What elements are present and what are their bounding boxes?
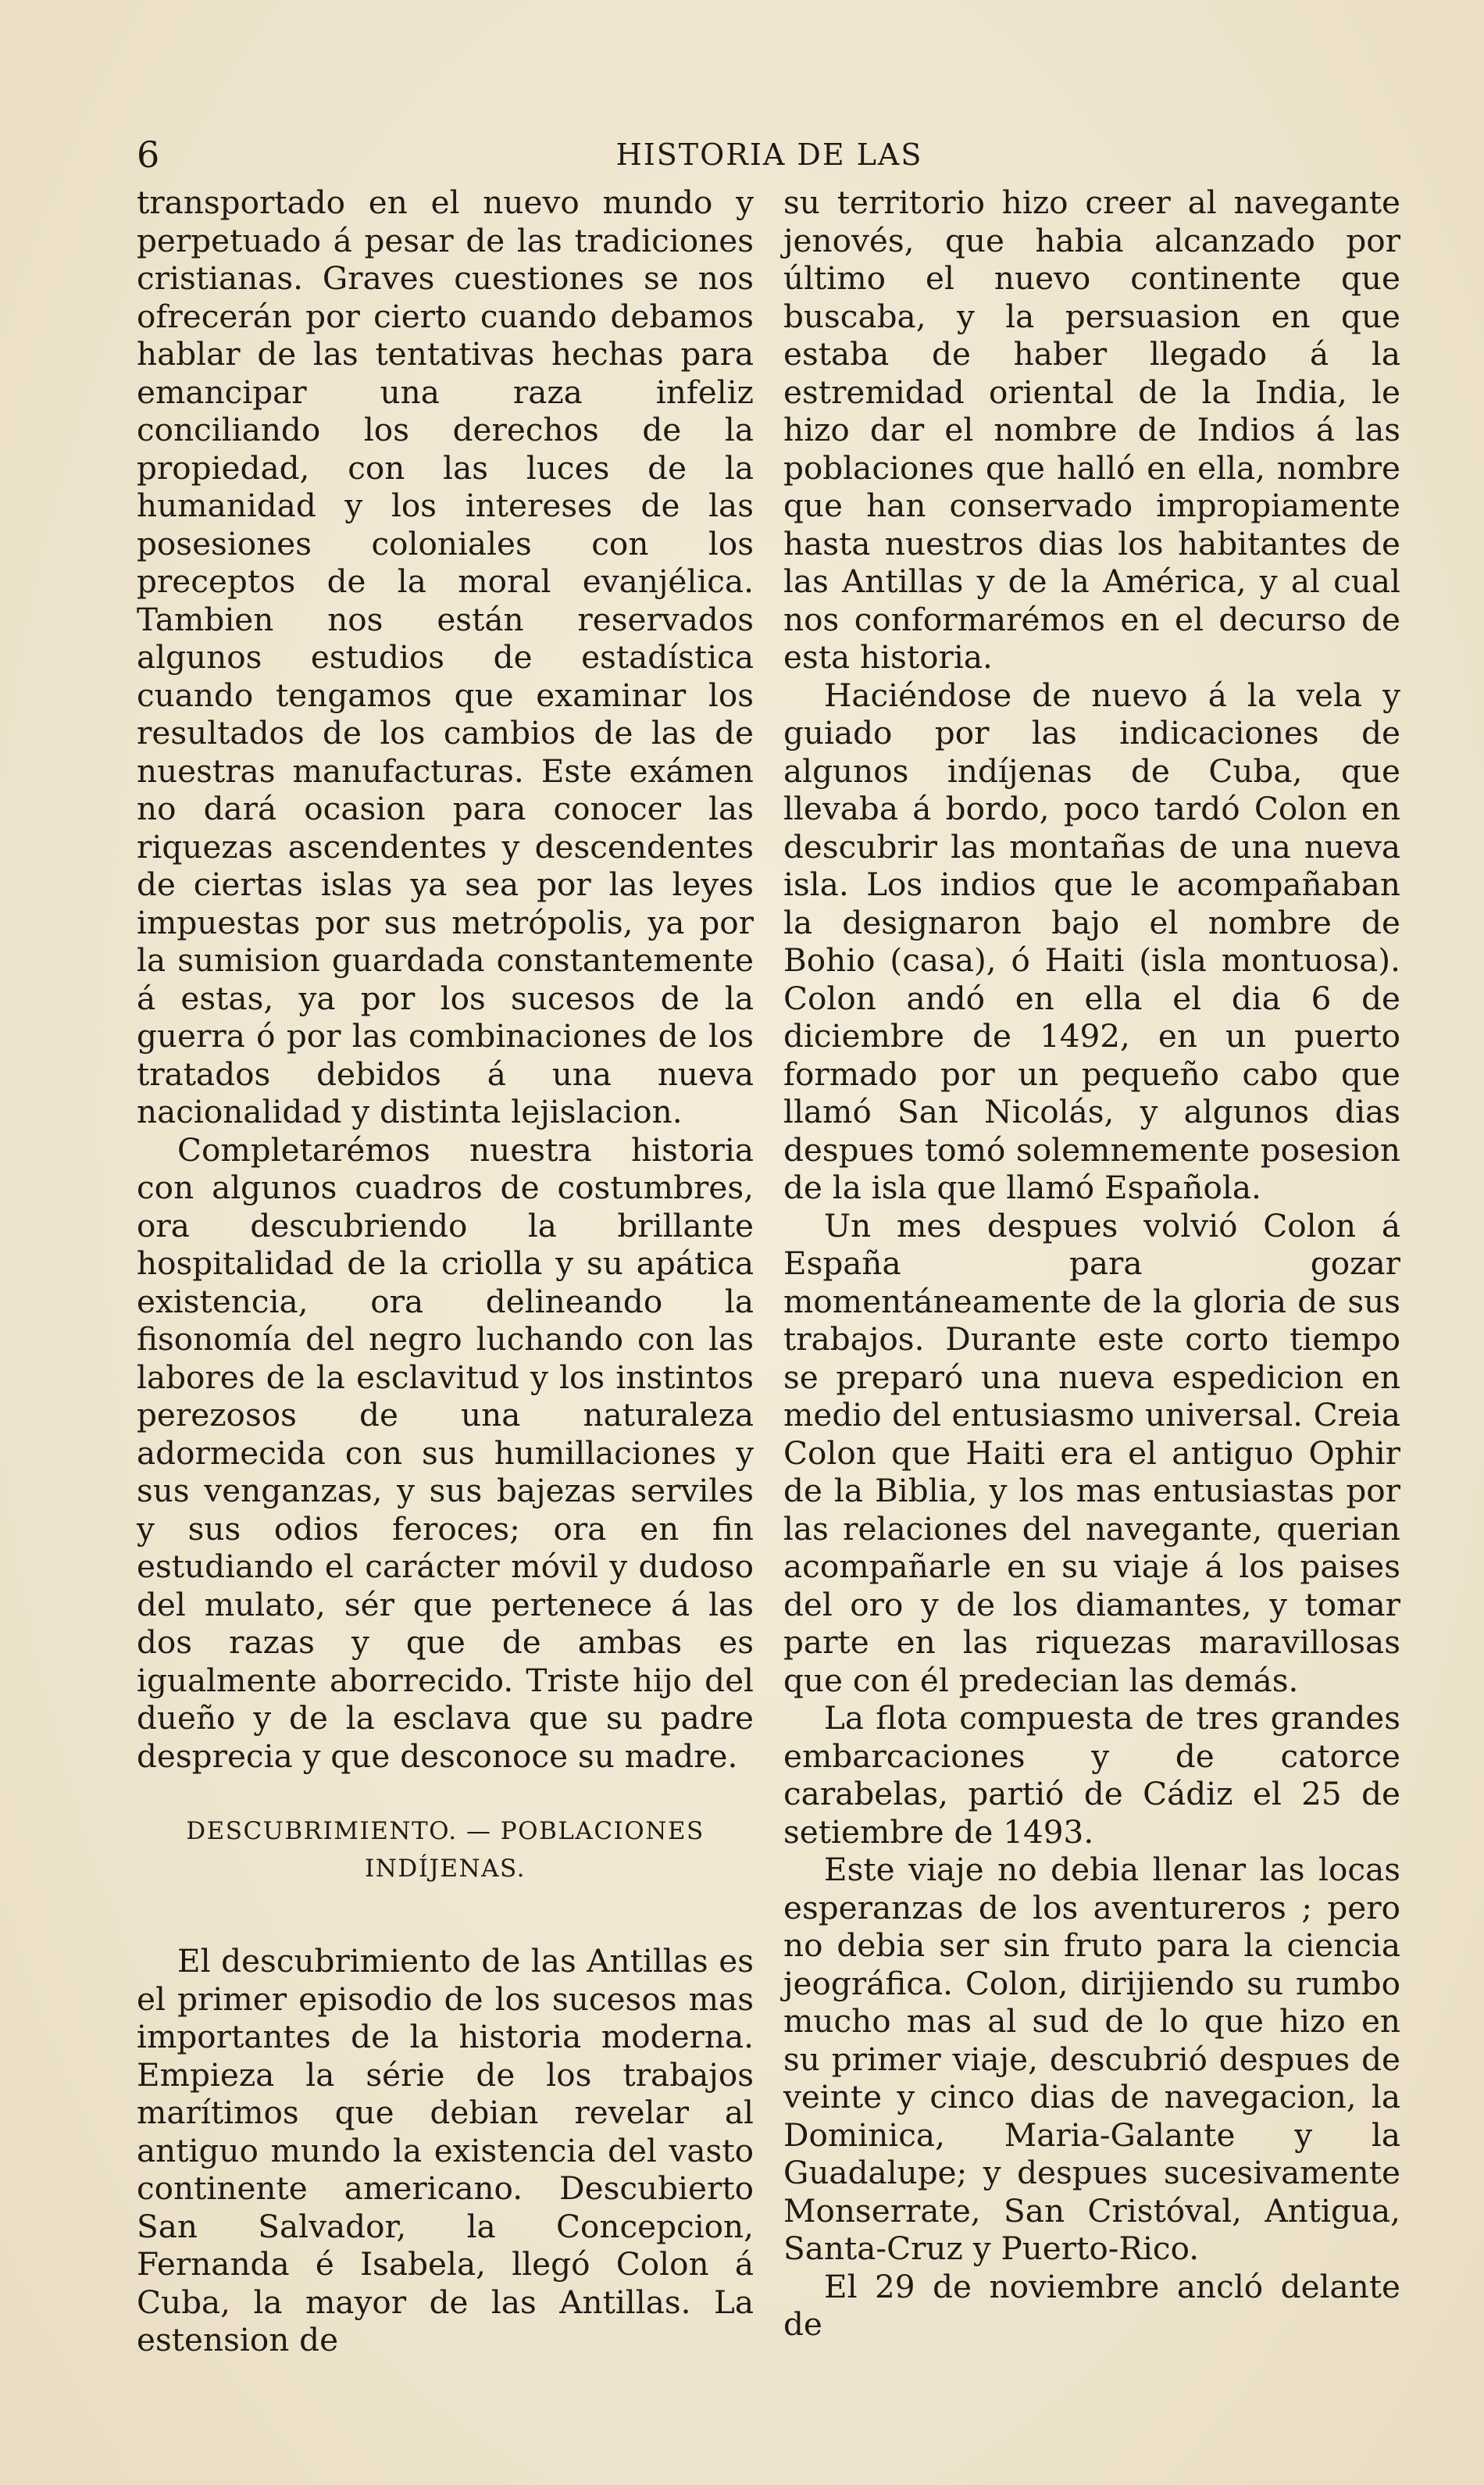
paragraph: Completarémos nuestra historia con algunos cuadros de costumbres, ora descubriendo la brillante hospitalidad de la criolla y su apática existencia, ora delineando la fisonomía del negro luchando con las labores de la esclavitud y los instintos perezosos de una naturaleza adormecida con sus humillaciones y sus venganzas, y sus bajezas serviles y sus odios feroces; ora en fin estudiando el carácter móvil y dudoso del mulato, sér que pertenece á las dos razas y que de ambas es igualmente aborrecido. Triste hijo del dueño y de la esclava que su padre desprecia y que desconoce su madre. [137,1130,754,1775]
paragraph: Haciéndose de nuevo á la vela y guiado por las indicaciones de algunos indíjenas de Cuba, que llevaba á bordo, poco tardó Colon en descubrir las montañas de una nueva isla. Los indios que le acompañaban la designaron bajo el nombre de Bohio (casa), ó Haiti (isla montuosa). Colon andó en ella el dia 6 de diciembre de 1492, en un puerto formado por un pequeño cabo que llamó San Nicolás, y algunos dias despues tomó solemnemente posesion de la isla que llamó Española. [783,676,1400,1206]
paragraph: Un mes despues volvió Colon á España para gozar momentáneamente de la gloria de sus trabajos. Durante este corto tiempo se preparó una nueva espedicion en medio del entusiasmo universal. Creia Colon que Haiti era el antiguo Ophir de la Biblia, y los mas entusiastas por las relaciones del navegante, querian acompañarle en su viaje á los paises del oro y de los diamantes, y tomar parte en las riquezas maravillosas que con él predecian las demás. [783,1206,1400,1699]
paragraph: transportado en el nuevo mundo y perpetuado á pesar de las tradiciones cristianas. Graves cuestiones se nos ofrecerán por cierto cuando debamos hablar de las tentativas hechas para emancipar una raza infeliz conciliando los derechos de la propiedad, con las luces de la humanidad y los intereses de las posesiones coloniales con los preceptos de la moral evanjélica. Tambien nos están reservados algunos estudios de estadística cuando tengamos que examinar los resultados de los cambios de las de nuestras manufacturas. Este exámen no dará ocasion para conocer las riquezas ascendentes y descendentes de ciertas islas ya sea por las leyes impuestas por sus metrópolis, ya por la sumision guardada constantemente á estas, ya por los sucesos de la guerra ó por las combinaciones de los tratados debidos á una nueva nacionalidad y distinta lejislacion. [137,184,754,1130]
running-title: HISTORIA DE LAS [615,137,923,172]
paragraph: El descubrimiento de las Antillas es el primer episodio de los sucesos mas importantes de la historia moderna. Empieza la série de los trabajos marítimos que debian revelar al antiguo mundo la existencia del vasto continente americano. Descubierto San Salvador, la Concepcion, Fernanda é Isabela, llegó Colon á Cuba, la mayor de las Antillas. La estension de [137,1942,754,2358]
paragraph: El 29 de noviembre ancló delante de [783,2267,1400,2343]
page-header [137,131,1402,178]
paragraph: La flota compuesta de tres grandes embarcaciones y de catorce carabelas, partió de Cádiz el 25 de setiembre de 1493. [783,1699,1400,1851]
left-column [137,184,754,2359]
page-number: 6 [137,134,160,176]
bottom-margin [0,2305,1484,2312]
right-column [783,184,1400,2344]
paragraph: Este viaje no debia llenar las locas esperanzas de los aventureros ; pero no debia ser sin fruto para la ciencia jeográfica. Colon, dirijiendo su rumbo mucho mas al sud de lo que hizo en su primer viaje, descubrió despues de veinte y cinco dias de navegacion, la Dominica, Maria-Galante y la Guadalupe; y despues sucesivamente Monserrate, San Cristóval, Antigua, Santa-Cruz y Puerto-Rico. [783,1851,1400,2267]
section-heading: DESCUBRIMIENTO. — POBLACIONES INDÍJENAS. [186,1817,705,1883]
paragraph: su territorio hizo creer al navegante jenovés, que habia alcanzado por último el nuevo continente que buscaba, y la persuasion en que estaba de haber llegado á la estremidad oriental de la India, le hizo dar el nombre de Indios á las poblaciones que halló en ella, nombre que han conservado impropiamente hasta nuestros dias los habitantes de las Antillas y de la América, y al cual nos conformarémos en el decurso de esta historia. [783,184,1400,676]
